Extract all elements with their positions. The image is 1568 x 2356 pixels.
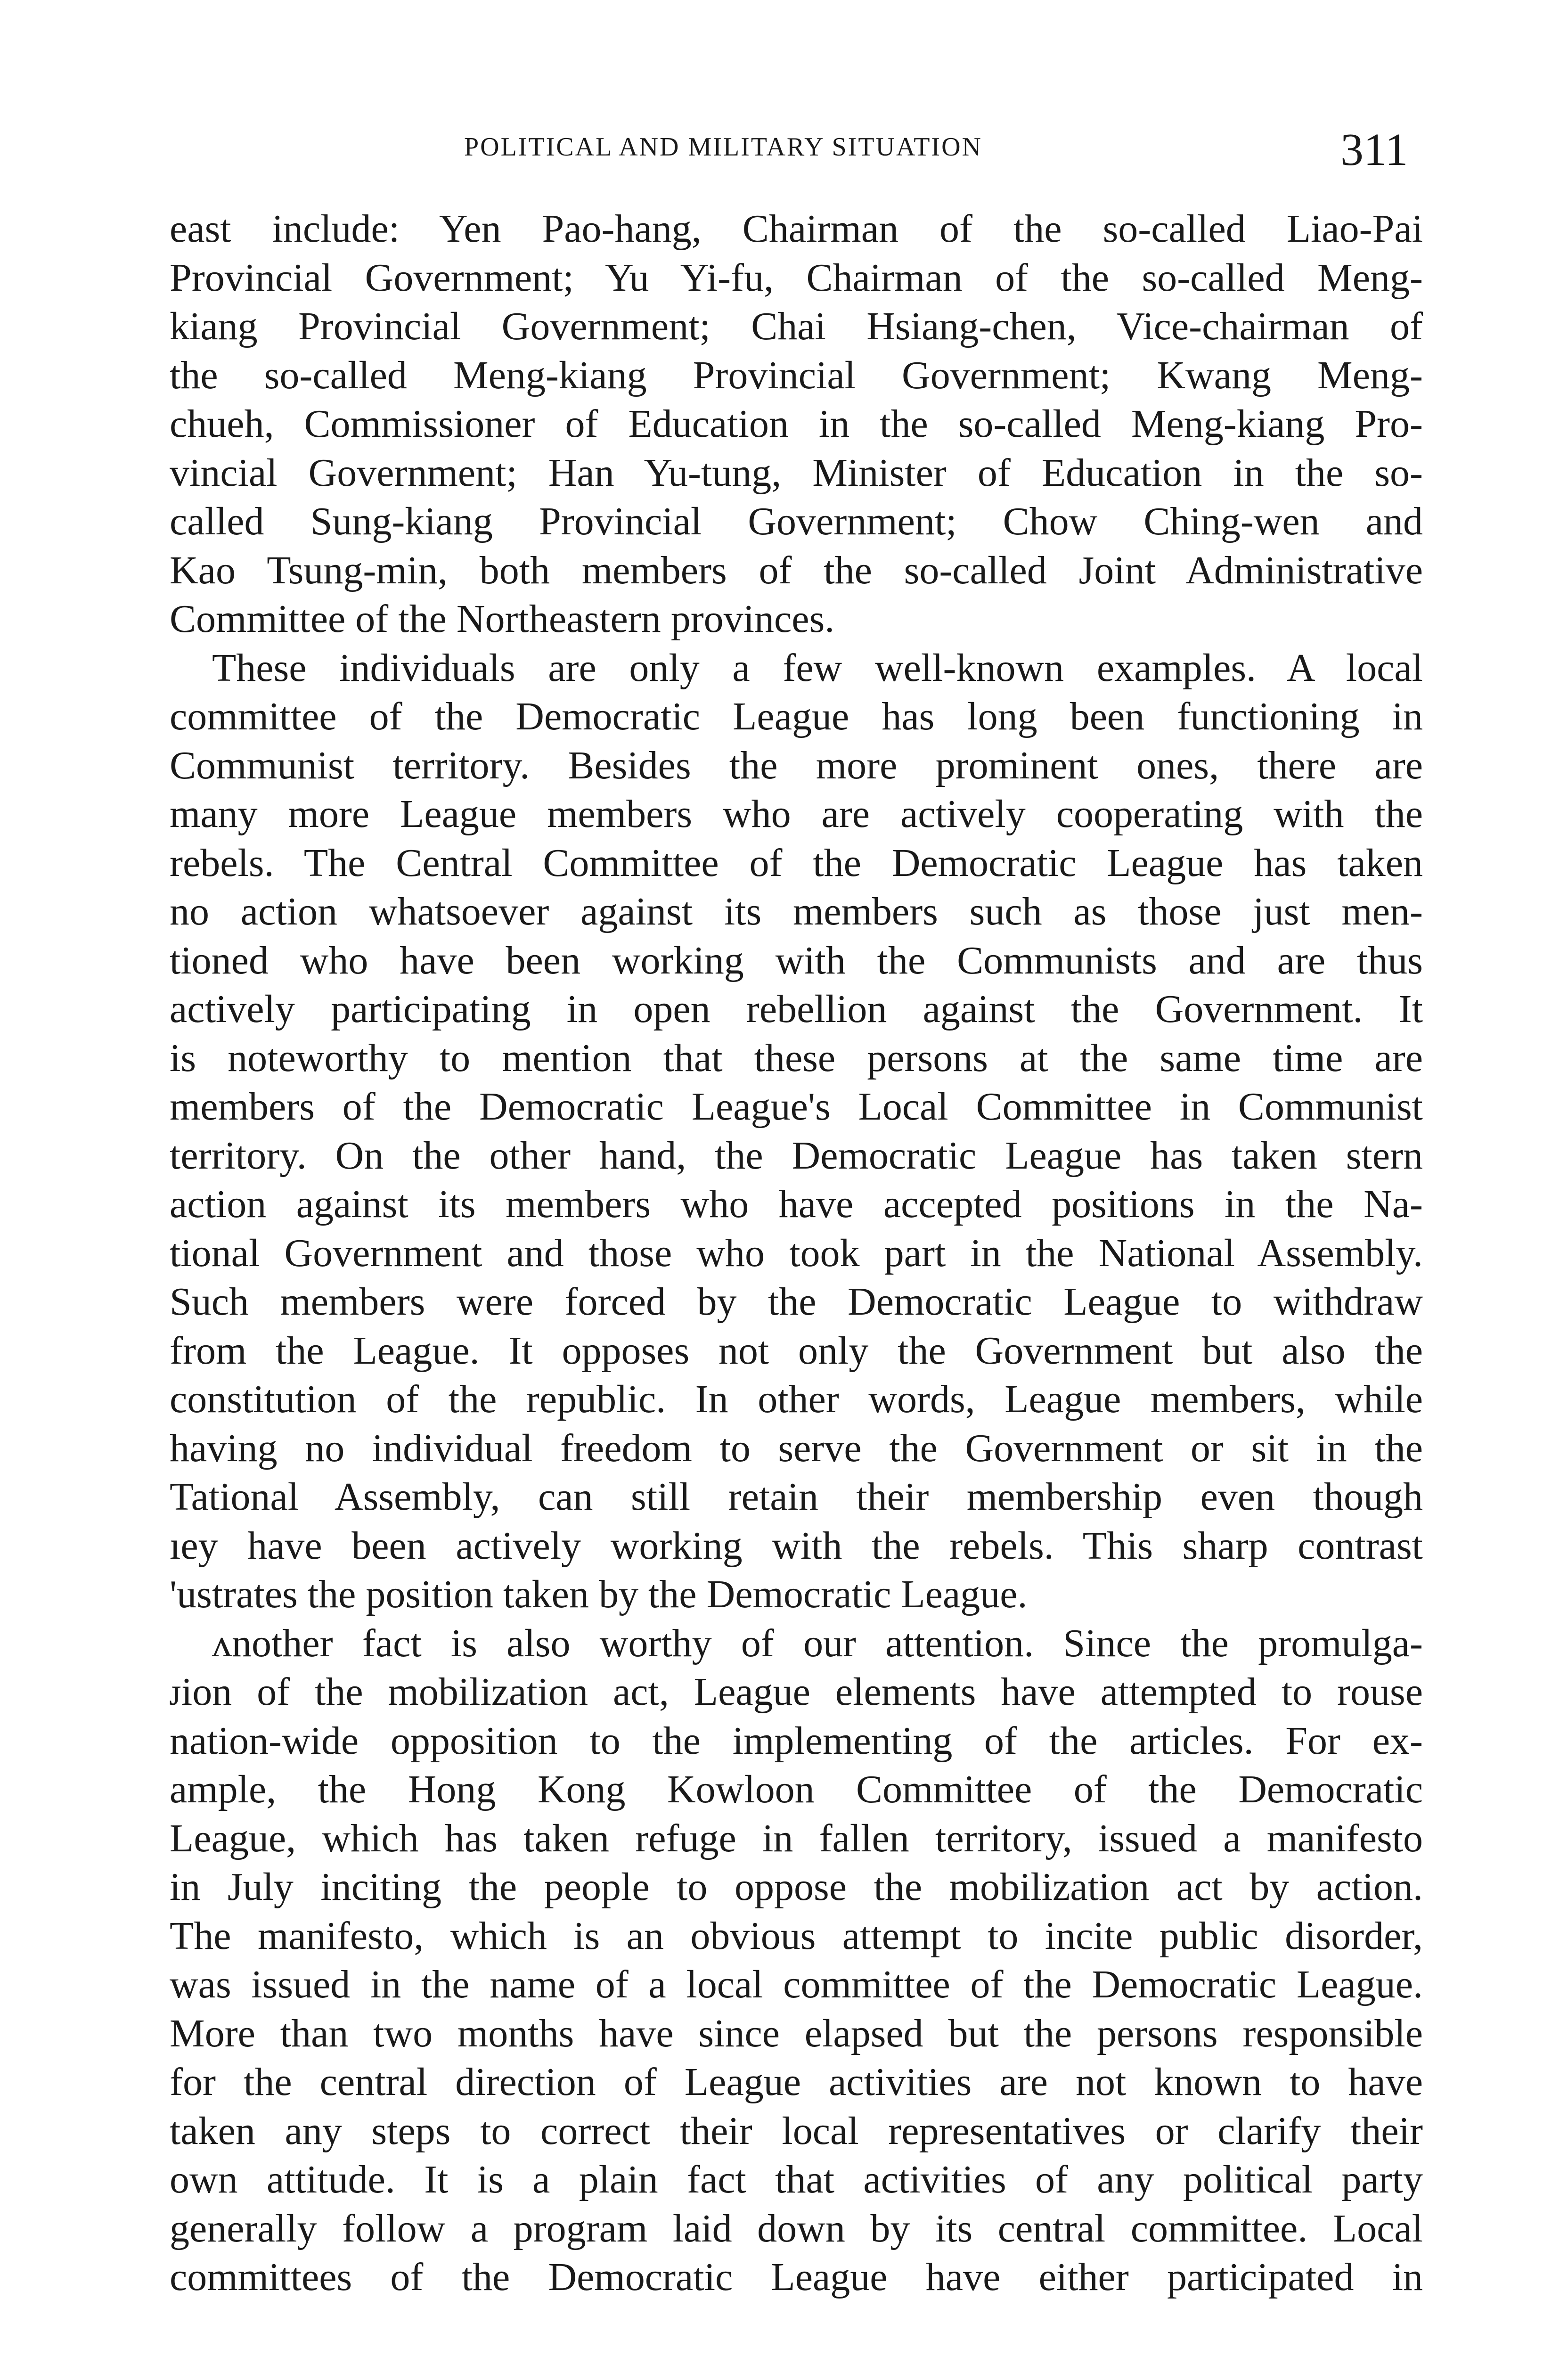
text-line: League, which has taken refuge in fallen territory, issued a manifesto xyxy=(170,1816,1423,1860)
text-line: own attitude. It is a plain fact that activities of any political party xyxy=(170,2158,1423,2201)
text-line: actively participating in open rebellion against the Government. It xyxy=(170,987,1423,1031)
text-line: Provincial Government; Yu Yi-fu, Chairman of the so-called Meng- xyxy=(170,255,1423,300)
text-line: taken any steps to correct their local representatives or clarify their xyxy=(170,2109,1423,2153)
text-line: Such members were forced by the Democratic League to withdraw xyxy=(170,1280,1423,1324)
text-line: having no individual freedom to serve the Government or sit in the xyxy=(170,1426,1423,1470)
page-number: 311 xyxy=(1340,124,1408,175)
text-line: rebels. The Central Committee of the Democratic League has taken xyxy=(170,841,1423,885)
text-line: from the League. It opposes not only the Government but also the xyxy=(170,1328,1423,1373)
text-line: nation-wide opposition to the implementing of the articles. For ex- xyxy=(170,1718,1423,1763)
text-line: many more League members who are actively cooperating with the xyxy=(170,792,1423,836)
text-line: for the central direction of League activities are not known to have xyxy=(170,2060,1423,2104)
text-line: committee of the Democratic League has long been functioning in xyxy=(170,695,1423,738)
running-head xyxy=(0,123,1568,175)
text-line: ample, the Hong Kong Kowloon Committee of the Democratic xyxy=(170,1767,1423,1811)
text-line: Committee of the Northeastern provinces. xyxy=(170,597,835,641)
text-line: east include: Yen Pao-hang, Chairman of the so-called Liao-Pai xyxy=(170,207,1423,251)
text-line: no action whatsoever against its members such as those just men- xyxy=(170,890,1423,933)
text-line: ᴧnother fact is also worthy of our attention. Since the promulga- xyxy=(212,1621,1423,1665)
text-line: territory. On the other hand, the Democratic League has taken stern xyxy=(170,1133,1423,1178)
text-line: action against its members who have accepted positions in the Na- xyxy=(170,1182,1423,1226)
text-line: kiang Provincial Government; Chai Hsiang-chen, Vice-chairman of xyxy=(170,304,1423,348)
text-line: the so-called Meng-kiang Provincial Government; Kwang Meng- xyxy=(170,353,1423,397)
text-line: constitution of the republic. In other words, League members, while xyxy=(170,1377,1423,1421)
text-line: ıey have been actively working with the rebels. This sharp contrast xyxy=(170,1523,1423,1568)
body-text xyxy=(170,205,1423,2302)
text-line: Communist territory. Besides the more prominent ones, there are xyxy=(170,743,1423,787)
text-line: Kao Tsung-min, both members of the so-called Joint Administrative xyxy=(170,548,1423,592)
text-line: committees of the Democratic League have either participated in xyxy=(170,2255,1423,2299)
text-line: called Sung-kiang Provincial Government; Chow Ching-wen and xyxy=(170,499,1423,543)
text-line: is noteworthy to mention that these persons at the same time are xyxy=(170,1036,1423,1080)
running-title: POLITICAL AND MILITARY SITUATION xyxy=(464,132,982,162)
text-line: tional Government and those who took part in the National Assembly. xyxy=(170,1231,1423,1275)
text-line: ᴊion of the mobilization act, League elements have attempted to rouse xyxy=(170,1670,1423,1714)
text-line: in July inciting the people to oppose the mobilization act by action. xyxy=(170,1865,1423,1909)
text-line: The manifesto, which is an obvious attempt to incite public disorder, xyxy=(170,1914,1423,1958)
text-line: vincial Government; Han Yu-tung, Minister of Education in the so- xyxy=(170,450,1423,495)
text-line: members of the Democratic League's Local Committee in Communist xyxy=(170,1085,1423,1129)
text-line: These individuals are only a few well-known examples. A local xyxy=(212,646,1423,690)
text-line: chueh, Commissioner of Education in the so-called Meng-kiang Pro- xyxy=(170,402,1423,446)
text-line: generally follow a program laid down by its central committee. Local xyxy=(170,2206,1423,2250)
text-line: tioned who have been working with the Communists and are thus xyxy=(170,938,1423,982)
text-line: More than two months have since elapsed but the persons responsible xyxy=(170,2011,1423,2055)
text-line: Tational Assembly, can still retain their membership even though xyxy=(170,1475,1423,1519)
text-line: was issued in the name of a local committee of the Democratic League. xyxy=(170,1963,1423,2006)
text-line: 'ustrates the position taken by the Democratic League. xyxy=(170,1572,1028,1616)
